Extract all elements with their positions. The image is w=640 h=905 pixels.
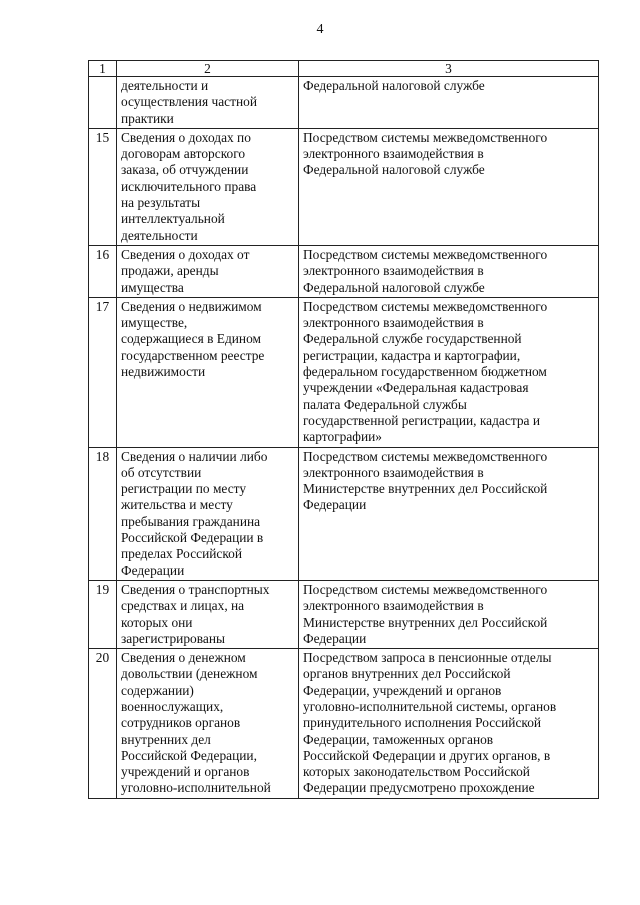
table-row: [89, 649, 599, 799]
row-number: 16: [89, 245, 117, 297]
table-row: [89, 447, 599, 580]
row-number: 15: [89, 128, 117, 245]
table-row: [89, 297, 599, 447]
row-source: Посредством системы межведомственного электронного взаимодействия в Федеральной службе государственной регистрации, кадастра и картографии, федеральном государственном бюджетном учреждении «Федеральная кадастровая палата Федеральной службы государственной регистрации, кадастра и картографии»: [299, 297, 599, 447]
row-number: 18: [89, 447, 117, 580]
table-body: [89, 77, 599, 799]
row-number: 17: [89, 297, 117, 447]
column-header-source: 3: [299, 61, 599, 77]
row-source: Посредством системы межведомственного электронного взаимодействия в Министерстве внутренних дел Российской Федерации: [299, 580, 599, 648]
column-header-description: 2: [117, 61, 299, 77]
row-source: Федеральной налоговой службе: [299, 77, 599, 129]
row-source: Посредством системы межведомственного электронного взаимодействия в Федеральной налоговой службе: [299, 245, 599, 297]
table-row: [89, 580, 599, 648]
row-number: 20: [89, 649, 117, 799]
page-number: 4: [316, 22, 324, 37]
row-number: [89, 77, 117, 129]
row-source: Посредством запроса в пенсионные отделы органов внутренних дел Российской Федерации, учреждений и органов уголовно-исполнительной системы, органов принудительного исполнения Российской Федерации, таможенных органов Российской Федерации и других органов, в которых законодательством Российской Федерации предусмотрено прохождение: [299, 649, 599, 799]
column-header-number: 1: [89, 61, 117, 77]
row-description: Сведения о доходах по договорам авторского заказа, об отчуждении исключительного права на результаты интеллектуальной деятельности: [117, 128, 299, 245]
row-source: Посредством системы межведомственного электронного взаимодействия в Федеральной налоговой службе: [299, 128, 599, 245]
row-description: Сведения о недвижимом имуществе, содержащиеся в Едином государственном реестре недвижимости: [117, 297, 299, 447]
table-row: [89, 128, 599, 245]
row-description: деятельности и осуществления частной практики: [117, 77, 299, 129]
row-number: 19: [89, 580, 117, 648]
header-row: [89, 61, 599, 77]
table-row: [89, 245, 599, 297]
row-description: Сведения о доходах от продажи, аренды имущества: [117, 245, 299, 297]
row-description: Сведения о денежном довольствии (денежном содержании) военнослужащих, сотрудников органов внутренних дел Российской Федерации, учреждений и органов уголовно-исполнительной: [117, 649, 299, 799]
row-description: Сведения о транспортных средствах и лицах, на которых они зарегистрированы: [117, 580, 299, 648]
table-header: [89, 61, 599, 77]
row-description: Сведения о наличии либо об отсутствии регистрации по месту жительства и месту пребывания гражданина Российской Федерации в пределах Российской Федерации: [117, 447, 299, 580]
row-source: Посредством системы межведомственного электронного взаимодействия в Министерстве внутренних дел Российской Федерации: [299, 447, 599, 580]
table-row: [89, 77, 599, 129]
services-table: [88, 60, 599, 799]
